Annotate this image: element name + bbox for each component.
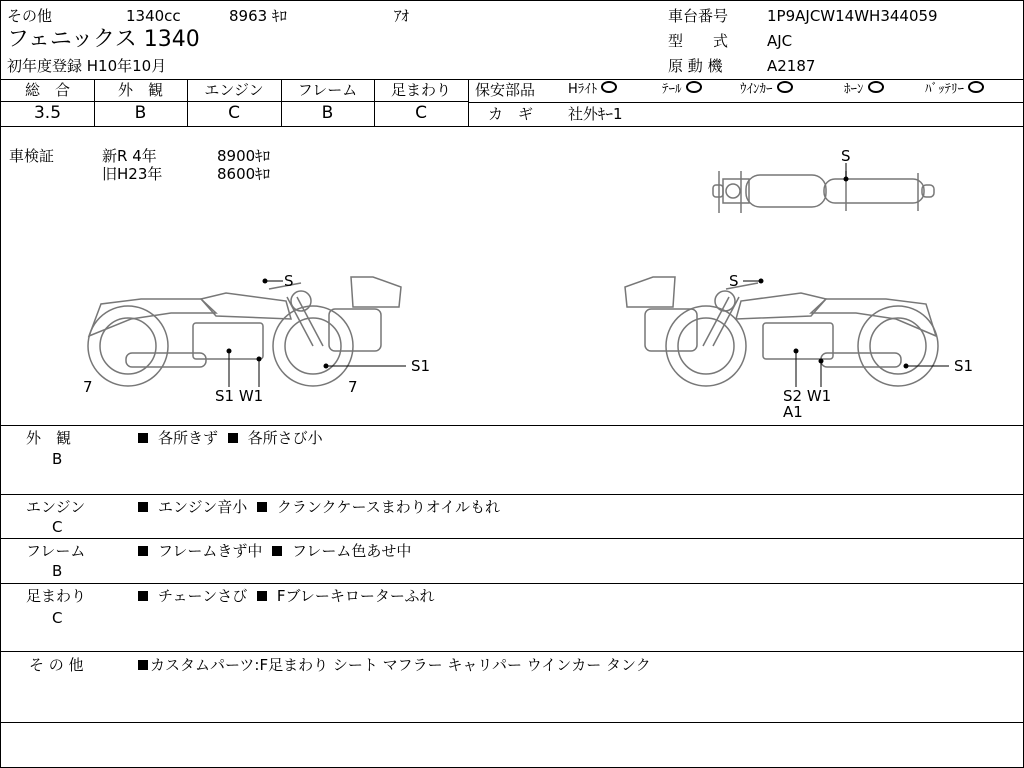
remarks-top-line (1, 425, 1023, 426)
mark-right-bottom2: A1 (783, 403, 803, 421)
remark-items-exterior: 各所きず 各所さび小 (138, 429, 323, 447)
mark-left-s1: S1 (411, 357, 431, 375)
mark-left-bottom: S1 W1 (215, 387, 264, 405)
remarks-line (1, 722, 1023, 723)
bullet-square-icon (272, 546, 282, 556)
safety-item-tail: ﾃｰﾙ (662, 81, 702, 99)
right-side-motorcycle (625, 277, 938, 386)
mark-right-s: S (729, 272, 739, 290)
remark-label-engine: エンジン (26, 498, 86, 516)
grade-header-suspension: 足まわり (390, 81, 451, 99)
remarks-line (1, 494, 1023, 495)
mark-left-7a: 7 (83, 378, 93, 396)
frame-number: 1P9AJCW14WH344059 (767, 7, 938, 25)
safety-item-horn: ﾎｰﾝ (844, 81, 884, 99)
mark-right-s1: S1 (954, 357, 974, 375)
grade-header-frame: フレーム (297, 81, 358, 99)
mark-left-7b: 7 (348, 378, 358, 396)
grade-header-engine: エンジン (204, 81, 264, 99)
safety-label: 保安部品 (475, 81, 536, 99)
remark-grade-engine: C (52, 518, 63, 536)
displacement: 1340cc (126, 7, 181, 25)
mark-top-s: S (841, 147, 851, 165)
grade-frame: B (321, 103, 334, 123)
color: ｱｵ (394, 7, 410, 25)
grade-engine: C (228, 103, 240, 123)
remark-grade-exterior: B (52, 450, 63, 468)
bullet-square-icon (138, 546, 148, 556)
first-registration: 初年度登録 H10年10月 (7, 57, 167, 75)
bullet-square-icon (257, 502, 267, 512)
safety-item-headlight: Hﾗｲﾄ (568, 81, 617, 99)
bullet-square-icon (257, 591, 267, 601)
bullet-square-icon (138, 591, 148, 601)
bullet-square-icon (138, 660, 148, 670)
remark-items-other: カスタムパーツ:F足まわり シート マフラー キャリパー ウインカー タンク (138, 656, 651, 674)
remark-label-frame: フレーム (26, 542, 86, 560)
left-side-motorcycle (88, 277, 401, 386)
model-name: フェニックス 1340 (7, 27, 200, 52)
category: その他 (7, 7, 53, 25)
mileage: 8963 ｷﾛ (229, 7, 287, 25)
remark-label-suspension: 足まわり (26, 587, 87, 605)
grade-suspension: C (415, 103, 427, 123)
engine-label: 原 動 機 (668, 57, 723, 75)
type-label: 型 式 (668, 32, 729, 50)
mark-left-s: S (284, 272, 294, 290)
remark-grade-frame: B (52, 562, 63, 580)
inspection-old-km: 8600ｷﾛ (217, 165, 271, 183)
remark-items-frame: フレームきず中 フレーム色あせ中 (138, 542, 411, 560)
top-view-motorcycle (713, 171, 934, 213)
grade-overall: 3.5 (33, 103, 62, 123)
motorcycle-diagram (1, 1, 1023, 431)
remark-items-engine: エンジン音小 クランクケースまわりオイルもれ (138, 498, 500, 516)
bullet-square-icon (228, 433, 238, 443)
remark-label-exterior: 外 観 (26, 429, 72, 447)
inspection-new-era: 新R 4年 (102, 147, 157, 165)
inspection-label: 車検証 (9, 147, 55, 165)
bullet-square-icon (138, 502, 148, 512)
remarks-line (1, 538, 1023, 539)
remark-label-other: そ の 他 (29, 656, 84, 674)
grade-header-exterior: 外 観 (117, 81, 163, 99)
frame-number-label: 車台番号 (668, 7, 729, 25)
safety-item-winker: ｳｲﾝｶｰ (740, 81, 793, 99)
grade-exterior: B (134, 103, 147, 123)
engine-value: A2187 (767, 57, 816, 75)
key-label: カ ギ (488, 105, 534, 123)
mark-right-bottom1: S2 W1 (783, 387, 832, 405)
bullet-square-icon (138, 433, 148, 443)
inspection-new-km: 8900ｷﾛ (217, 147, 271, 165)
remark-grade-suspension: C (52, 609, 63, 627)
remarks-line (1, 583, 1023, 584)
inspection-old-era: 旧H23年 (102, 165, 163, 183)
type-value: AJC (767, 32, 793, 50)
safety-item-battery: ﾊﾞｯﾃﾘｰ (925, 81, 984, 99)
key-value: 社外ｷｰ1 (568, 105, 623, 123)
remark-items-suspension: チェーンさび Fブレーキローターふれ (138, 587, 435, 605)
grade-header-overall: 総 合 (24, 81, 70, 99)
remarks-line (1, 651, 1023, 652)
